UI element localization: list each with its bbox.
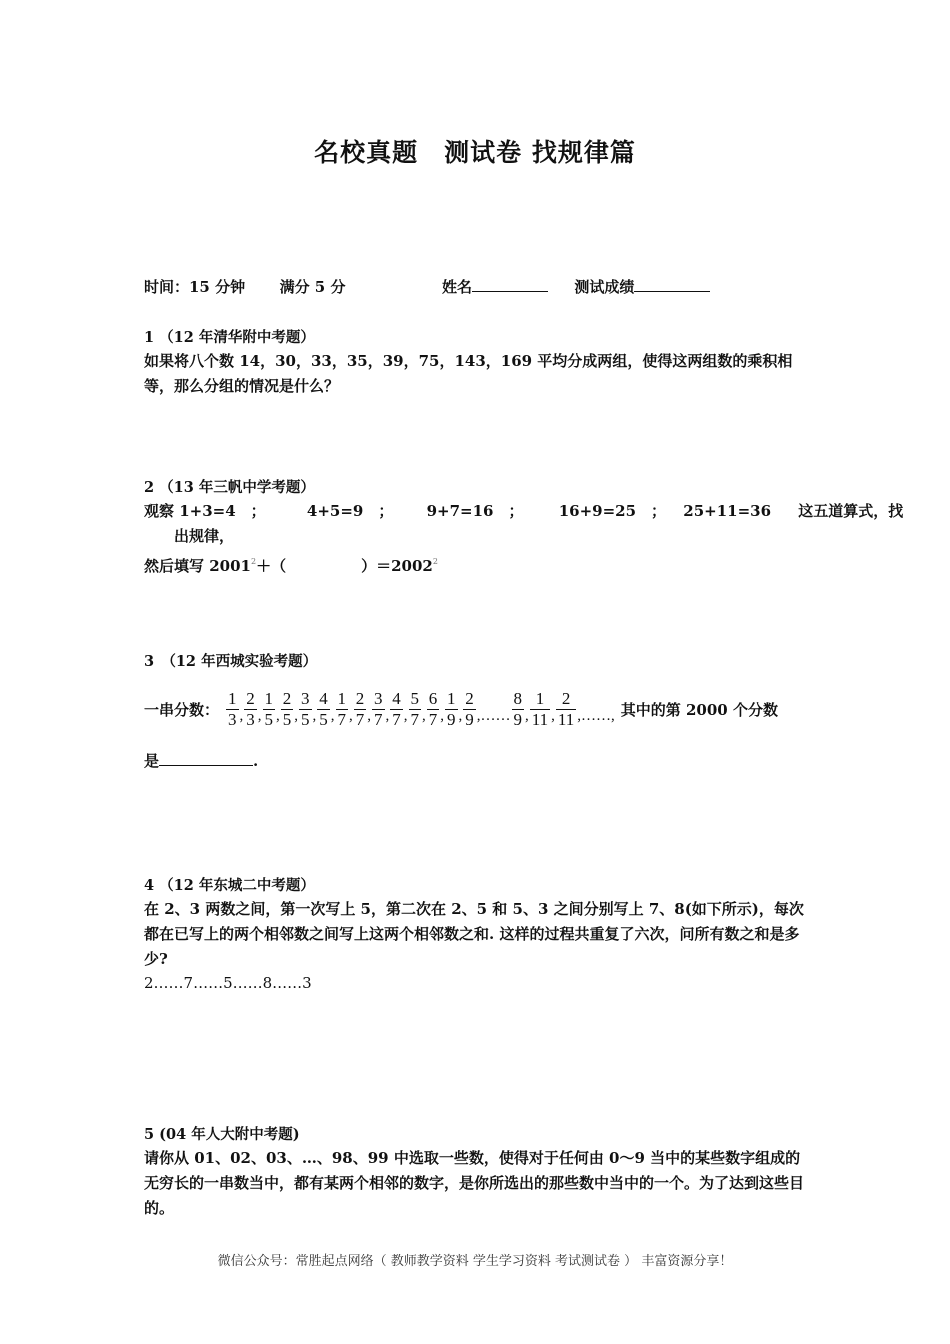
fraction-denominator: 5: [264, 709, 274, 729]
exam-meta: [144, 276, 710, 297]
q5-heading: 5 (04 年人大附中考题): [144, 1126, 300, 1143]
fraction-denominator: 7: [410, 709, 420, 729]
result-label: 测试成绩: [574, 278, 635, 296]
fraction-14: [463, 689, 476, 730]
fraction-denominator: 7: [392, 709, 401, 729]
page-footer: 微信公众号：常胜起点网络（ 教师教学资料 学生学习资料 考试测试卷 ） 丰富资源分享！: [217, 1254, 733, 1269]
fraction-numerator: 5: [410, 688, 420, 708]
q3-fraction-row: [144, 684, 778, 734]
fraction-numerator: 4: [392, 688, 401, 708]
q1-text: 如果将八个数 14，30，33，35，39，75，143，169 平均分成两组，使得这两组数的乘积相等，那么分组的情况是什么？: [144, 352, 793, 395]
fraction-3: [263, 689, 276, 730]
name-blank[interactable]: [472, 277, 548, 292]
fraction-17: [556, 689, 576, 730]
ellipsis-end: ,……,: [577, 707, 615, 724]
fraction-numerator: 3: [301, 688, 310, 708]
full-score: 满分 5 分: [279, 278, 346, 296]
q2-sup-b: 2: [432, 557, 438, 566]
q3-answer-line: [144, 749, 808, 774]
fraction-denominator: 5: [282, 709, 292, 729]
fraction-numerator: 1: [228, 688, 237, 708]
fraction-13: [445, 689, 458, 730]
fraction-9: [372, 689, 385, 730]
fraction-numerator: 3: [374, 688, 383, 708]
fraction-16: [530, 689, 550, 730]
ellipsis-mid: ,……: [476, 707, 511, 724]
fraction-numerator: 1: [535, 688, 545, 708]
comma-separator: ,: [525, 707, 529, 724]
q2-expr-1: 观察 1+3=4 ；: [144, 502, 266, 520]
q2-expr-3: 9+7=16 ；: [426, 502, 524, 520]
fraction-11: [409, 689, 422, 730]
fraction-denominator: 3: [246, 709, 255, 729]
q3-answer-blank[interactable]: [159, 751, 253, 766]
q2-expr-4: 16+9=25 ；: [558, 502, 667, 520]
fraction-5: [299, 689, 312, 730]
fraction-denominator: 11: [557, 709, 575, 729]
fraction-8: [354, 689, 367, 730]
q2-equations: [144, 499, 904, 524]
q5-text: 请你从 01、02、03、…、98、99 中选取一些数，使得对于任何由 0～9 当中的某些数字组成的无穷长的一串数当中，都有某两个相邻的数字，是你所选出的那些数中当中的一个。为了达到这些目的。: [144, 1149, 805, 1217]
comma-separator: ,: [330, 707, 335, 724]
q3-heading: 3 （12 年西城实验考题）: [144, 653, 318, 670]
fraction-6: [317, 689, 330, 730]
fraction-numerator: 1: [447, 688, 456, 708]
fraction-denominator: 9: [513, 709, 523, 729]
q3-answer-lead: 是: [144, 752, 160, 770]
q2-fill-a: 然后填写 2001: [144, 557, 251, 575]
fraction-denominator: 7: [428, 709, 438, 729]
q4-text: 在 2、3 两数之间，第一次写上 5，第二次在 2、5 和 5、3 之间分别写上 7、8(如下所示)，每次都在已写上的两个相邻数之间写上这两个相邻数之和. 这样的过程共重复了六次，问所有数之和是多少?: [144, 900, 804, 968]
q2-expr-5: 25+11=36: [683, 502, 772, 520]
fraction-denominator: 9: [447, 709, 456, 729]
comma-separator: ,: [367, 707, 372, 724]
fraction-numerator: 2: [282, 688, 292, 708]
fraction-denominator: 11: [531, 709, 549, 729]
comma-separator: ,: [294, 707, 299, 724]
fraction-numerator: 2: [465, 688, 474, 708]
comma-separator: ,: [239, 707, 244, 724]
q4-sequence: 2……7……5……8……3: [144, 974, 312, 992]
q2-instruction: 这五道算式，找: [798, 502, 904, 520]
comma-separator: ,: [385, 707, 390, 724]
comma-separator: ,: [349, 707, 353, 724]
fraction-numerator: 2: [561, 688, 571, 708]
fraction-numerator: 1: [337, 688, 347, 708]
comma-separator: ,: [257, 707, 262, 724]
q3-lead: 一串分数：: [144, 700, 220, 719]
q2-sup-a: 2: [250, 557, 257, 566]
fraction-denominator: 5: [301, 709, 310, 729]
fraction-denominator: 7: [337, 709, 347, 729]
fraction-12: [427, 689, 440, 730]
fraction-numerator: 6: [428, 688, 438, 708]
q1-heading: 1 （12 年清华附中考题）: [144, 329, 315, 346]
q2-fill-b[interactable]: ＋（ ）＝2002: [256, 557, 433, 575]
fraction-numerator: 8: [513, 688, 523, 708]
fraction-numerator: 4: [319, 688, 328, 708]
comma-separator: ,: [551, 707, 555, 724]
q3-tail: 其中的第 2000 个分数: [620, 700, 778, 719]
fraction-15: [512, 689, 525, 730]
q2-heading: 2 （13 年三帆中学考题）: [144, 479, 315, 496]
fraction-denominator: 7: [374, 709, 383, 729]
q2-instruction-cont: 出规律，: [174, 527, 235, 545]
fraction-numerator: 2: [355, 688, 365, 708]
q4-heading: 4 （12 年东城二中考题）: [144, 877, 315, 894]
fraction-denominator: 3: [228, 709, 237, 729]
fraction-10: [390, 689, 403, 730]
comma-separator: ,: [422, 707, 426, 724]
time-limit: 时间：15 分钟: [144, 278, 246, 296]
result-blank[interactable]: [634, 277, 710, 292]
page-title: 名校真题 测试卷 找规律篇: [314, 138, 636, 167]
fraction-numerator: 1: [264, 688, 274, 708]
fraction-1: [226, 689, 239, 730]
comma-separator: ,: [440, 707, 445, 724]
comma-separator: ,: [403, 707, 408, 724]
fraction-denominator: 7: [355, 709, 365, 729]
fraction-numerator: 2: [246, 688, 255, 708]
comma-separator: ,: [312, 707, 317, 724]
q2-expr-2: 4+5=9 ；: [306, 502, 394, 520]
fraction-denominator: 9: [465, 709, 474, 729]
comma-separator: ,: [276, 707, 280, 724]
name-label: 姓名: [441, 278, 472, 296]
fraction-sequence: [225, 689, 615, 730]
fraction-4: [281, 689, 294, 730]
comma-separator: ,: [458, 707, 463, 724]
fraction-2: [244, 689, 257, 730]
fraction-7: [336, 689, 349, 730]
q3-answer-end: .: [253, 752, 259, 770]
fraction-denominator: 5: [319, 709, 328, 729]
q2-fill-line: [144, 549, 808, 579]
